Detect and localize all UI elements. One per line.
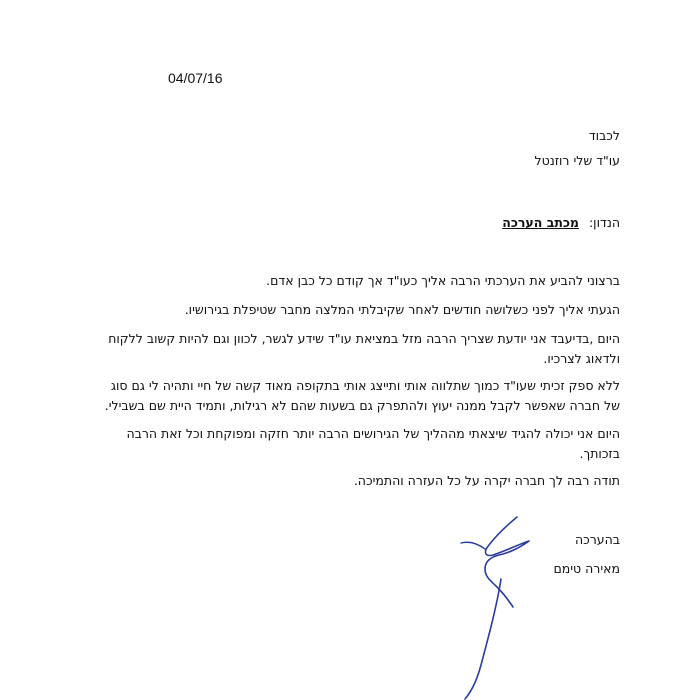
paragraph-line: ברצוני להביע את הערכתי הרבה אליך כעו"ד אך קודם כל כבן אדם. <box>266 273 620 288</box>
addressee-name: עו"ד שלי רוזנטל <box>534 153 620 168</box>
paragraph-line: של חברה שאפשר לקבל ממנה יעוץ ולהתפרק גם בשעות שהם לא רגילות, ותמיד היית שם בשבילי. <box>104 398 620 413</box>
paragraph-6 <box>354 471 620 491</box>
signer-name: מאירה טימם <box>553 561 620 576</box>
paragraph-3 <box>108 329 620 369</box>
paragraph-2 <box>185 300 620 320</box>
closing-line: בהערכה <box>574 532 620 547</box>
subject-value: מכתב הערכה <box>502 215 579 230</box>
paragraph-line: ולדאוג לצרכיו. <box>543 351 620 366</box>
paragraph-1 <box>266 271 620 291</box>
paragraph-line: ללא ספק זכיתי שעו"ד כמוך שתלווה אותי ותייצג אותי בתקופה מאוד קשה של חיי ותהיה לי גם סוג <box>110 378 620 393</box>
paragraph-line: תודה רבה לך חברה יקרה על כל העזרה והתמיכה. <box>353 473 620 488</box>
paragraph-line: הגעתי אליך לפני כשלושה חודשים לאחר שקיבלתי המלצה מחבר שטיפלת בגירושיו. <box>184 302 620 317</box>
paragraph-line: בזכותך. <box>579 446 620 461</box>
letter-date: 04/07/16 <box>168 70 223 86</box>
paragraph-4 <box>105 376 620 416</box>
paragraph-line: היום ,בדיעבד אני יודעת שצריך הרבה מזל במציאת עו"ד שידע לגשר, לכוון וגם להיות קשוב ללקוח <box>108 331 620 346</box>
addressee-salutation: לכבוד <box>588 128 620 143</box>
subject-line <box>502 213 620 233</box>
handwritten-signature <box>455 515 545 700</box>
subject-label: הנדון: <box>588 215 620 230</box>
paragraph-line: היום אני יכולה להגיד שיצאתי מההליך של הגירושים הרבה יותר חזקה ומפוקחת וכל זאת הרבה <box>126 426 620 441</box>
paragraph-5 <box>126 424 620 464</box>
